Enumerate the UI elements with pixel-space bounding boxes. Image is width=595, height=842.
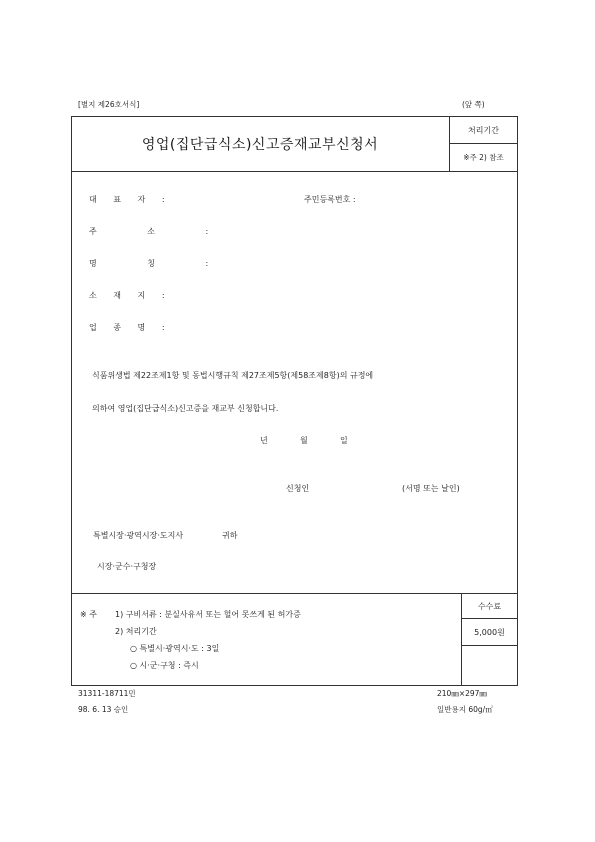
signature-label: (서명 또는 날인) — [402, 484, 460, 493]
form-title: 영업(집단급식소)신고증재교부신청서 — [141, 137, 379, 153]
fee-header: 수수료 — [477, 602, 502, 611]
title-divider — [71, 171, 518, 172]
field-address: 주 소 : — [89, 227, 209, 236]
processing-divider — [449, 143, 518, 144]
date-day: 일 — [340, 436, 348, 445]
footer-approval: 98. 6. 13 승인 — [78, 705, 129, 714]
field-representative: 대 표 자 : — [89, 195, 165, 204]
field-business-name: 명 칭 : — [89, 259, 209, 268]
recipient-honorific: 귀하 — [222, 531, 238, 540]
date-month: 월 — [300, 436, 308, 445]
processing-period-value: ※주 2) 참조 — [463, 153, 504, 162]
note-2a: ○ 특별시·광역시·도 : 3일 — [130, 644, 220, 653]
note-2: 2) 처리기간 — [115, 627, 157, 636]
page-side: (앞 쪽) — [462, 100, 485, 109]
body-line-1: 식품위생법 제22조제1항 및 동법시행규칙 제27조제5항(제58조제8항)의 규정에 — [92, 371, 374, 380]
notes-divider — [71, 593, 518, 594]
body-line-2: 의하여 영업(집단급식소)신고증을 재교부 신청합니다. — [92, 404, 279, 413]
footer-size: 210㎜×297㎜ — [437, 689, 487, 698]
footer-paper: 일반용지 60g/㎡ — [437, 705, 493, 714]
footer-code: 31311-18711민 — [78, 689, 136, 698]
applicant-label: 신청인 — [286, 484, 310, 493]
field-business-type: 업 종 명 : — [89, 323, 165, 332]
processing-period-header: 처리기간 — [468, 126, 499, 135]
date-year: 년 — [260, 436, 268, 445]
notes-mark: ※ 주 — [80, 610, 97, 619]
fee-bottom-divider — [461, 645, 518, 646]
fee-value: 5,000원 — [474, 628, 505, 637]
resident-number-label: 주민등록번호 : — [304, 195, 356, 204]
recipient-line-1: 특별시장·광역시장·도지사 — [93, 531, 184, 540]
field-location: 소 재 지 : — [89, 291, 165, 300]
note-2b: ○ 시·군·구청 : 즉시 — [130, 661, 199, 670]
fee-divider — [461, 618, 518, 619]
note-1: 1) 구비서류 : 분실사유서 또는 헐어 못쓰게 된 허가증 — [115, 610, 301, 619]
recipient-line-2: 시장·군수·구청장 — [97, 562, 157, 571]
form-number: [별지 제26호서식] — [78, 100, 140, 109]
